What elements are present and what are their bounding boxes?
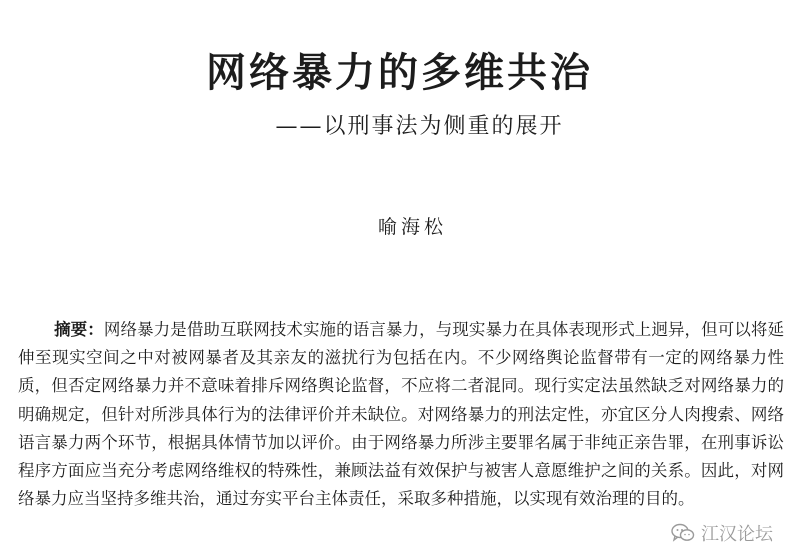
article-subtitle: ——以刑事法为侧重的展开 (275, 114, 564, 139)
watermark-text: 江汉论坛 (701, 524, 773, 545)
source-watermark (671, 520, 773, 546)
article-title: 网络暴力的多维共治 (206, 49, 593, 96)
abstract-label: 摘要： (54, 320, 104, 339)
wechat-icon (671, 523, 695, 543)
abstract-text: 网络暴力是借助互联网技术实施的语言暴力，与现实暴力在具体表现形式上迥异，但可以将延伸至现实空间之中对被网暴者及其亲友的滋扰行为包括在内。不少网络舆论监督带有一定的网络暴力性质，但否定网络暴力并不意味着排斥网络舆论监督，不应将二者混同。现行实定法虽然缺乏对网络暴力的明确规定，但针对所涉具体行为的法律评价并未缺位。对网络暴力的刑法定性，亦宜区分人肉搜索、网络语言暴力两个环节，根据具体情节加以评价。由于网络暴力所涉主要罪名属于非纯正亲告罪，在刑事诉讼程序方面应当充分考虑网络维权的特殊性，兼顾法益有效保护与被害人意愿维护之间的关系。因此，对网络暴力应当坚持多维共治，通过夯实平台主体责任，采取多种措施，以实现有效治理的目的。 (18, 320, 785, 509)
article-author: 喻海松 (377, 216, 447, 238)
abstract-paragraph (18, 316, 784, 513)
